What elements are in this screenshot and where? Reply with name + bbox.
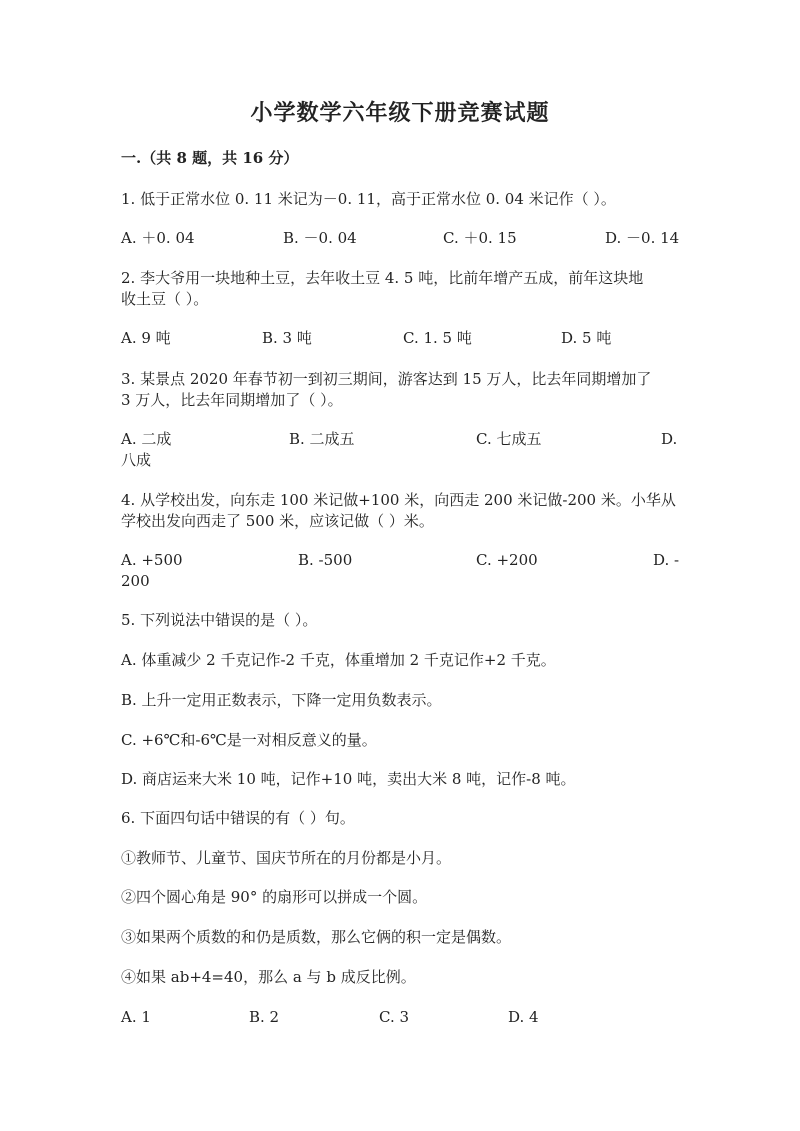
question-6-option-d: D. 4 [508, 1008, 539, 1026]
question-1-option-a: A. ＋0. 04 [121, 229, 195, 247]
question-4-option-c: C. +200 [476, 551, 538, 569]
question-3-option-c: C. 七成五 [476, 430, 542, 448]
question-6-option-b: B. 2 [249, 1008, 280, 1026]
question-5-statement-b: B. 上升一定用正数表示，下降一定用负数表示。 [121, 691, 442, 709]
section-heading: 一.（共 8 题，共 16 分） [121, 149, 299, 167]
question-3-option-b: B. 二成五 [289, 430, 355, 448]
question-6-option-a: A. 1 [121, 1008, 151, 1026]
question-4-text-line-1: 4. 从学校出发，向东走 100 米记做+100 米，向西走 200 米记做-200 米。小华从 [121, 491, 676, 509]
question-6-statement-3: ③如果两个质数的和仍是质数，那么它俩的积一定是偶数。 [121, 928, 512, 946]
question-3-text-line-2: 3 万人，比去年同期增加了（ ）。 [121, 391, 343, 409]
question-6-statement-1: ①教师节、儿童节、国庆节所在的月份都是小月。 [121, 849, 452, 867]
question-6-text: 6. 下面四句话中错误的有（ ）句。 [121, 809, 355, 827]
question-1-option-d: D. －0. 14 [605, 229, 680, 247]
question-3-option-d: D. [661, 430, 678, 448]
question-5-text: 5. 下列说法中错误的是（ ）。 [121, 611, 318, 629]
question-2-text-line-2: 收土豆（ ）。 [121, 290, 209, 308]
question-3-option-d-wrap: 八成 [121, 451, 152, 469]
question-4-option-d-wrap: 200 [121, 572, 150, 590]
page-title: 小学数学六年级下册竞赛试题 [250, 100, 550, 126]
question-3-option-a: A. 二成 [121, 430, 172, 448]
question-2-text-line-1: 2. 李大爷用一块地种土豆，去年收土豆 4. 5 吨，比前年增产五成，前年这块地 [121, 269, 644, 287]
question-5-statement-c: C. +6℃和-6℃是一对相反意义的量。 [121, 731, 377, 749]
question-2-option-d: D. 5 吨 [561, 329, 612, 347]
question-1-option-b: B. －0. 04 [283, 229, 357, 247]
question-2-option-c: C. 1. 5 吨 [403, 329, 472, 347]
question-3-text-line-1: 3. 某景点 2020 年春节初一到初三期间，游客达到 15 万人，比去年同期增加了 [121, 370, 652, 388]
question-4-text-line-2: 学校出发向西走了 500 米，应该记做（ ）米。 [121, 512, 434, 530]
question-2-option-b: B. 3 吨 [262, 329, 312, 347]
question-2-option-a: A. 9 吨 [121, 329, 171, 347]
question-5-statement-a: A. 体重减少 2 千克记作-2 千克，体重增加 2 千克记作+2 千克。 [121, 651, 556, 669]
question-6-option-c: C. 3 [379, 1008, 410, 1026]
question-4-option-b: B. -500 [298, 551, 353, 569]
question-1-option-c: C. ＋0. 15 [443, 229, 517, 247]
question-5-statement-d: D. 商店运来大米 10 吨，记作+10 吨，卖出大米 8 吨，记作-8 吨。 [121, 770, 576, 788]
question-6-statement-4: ④如果 ab+4=40，那么 a 与 b 成反比例。 [121, 968, 416, 986]
question-4-option-d: D. - [653, 551, 680, 569]
question-1-text: 1. 低于正常水位 0. 11 米记为－0. 11，高于正常水位 0. 04 米记作（ ）。 [121, 190, 616, 208]
question-6-statement-2: ②四个圆心角是 90° 的扇形可以拼成一个圆。 [121, 888, 428, 906]
question-4-option-a: A. +500 [121, 551, 183, 569]
